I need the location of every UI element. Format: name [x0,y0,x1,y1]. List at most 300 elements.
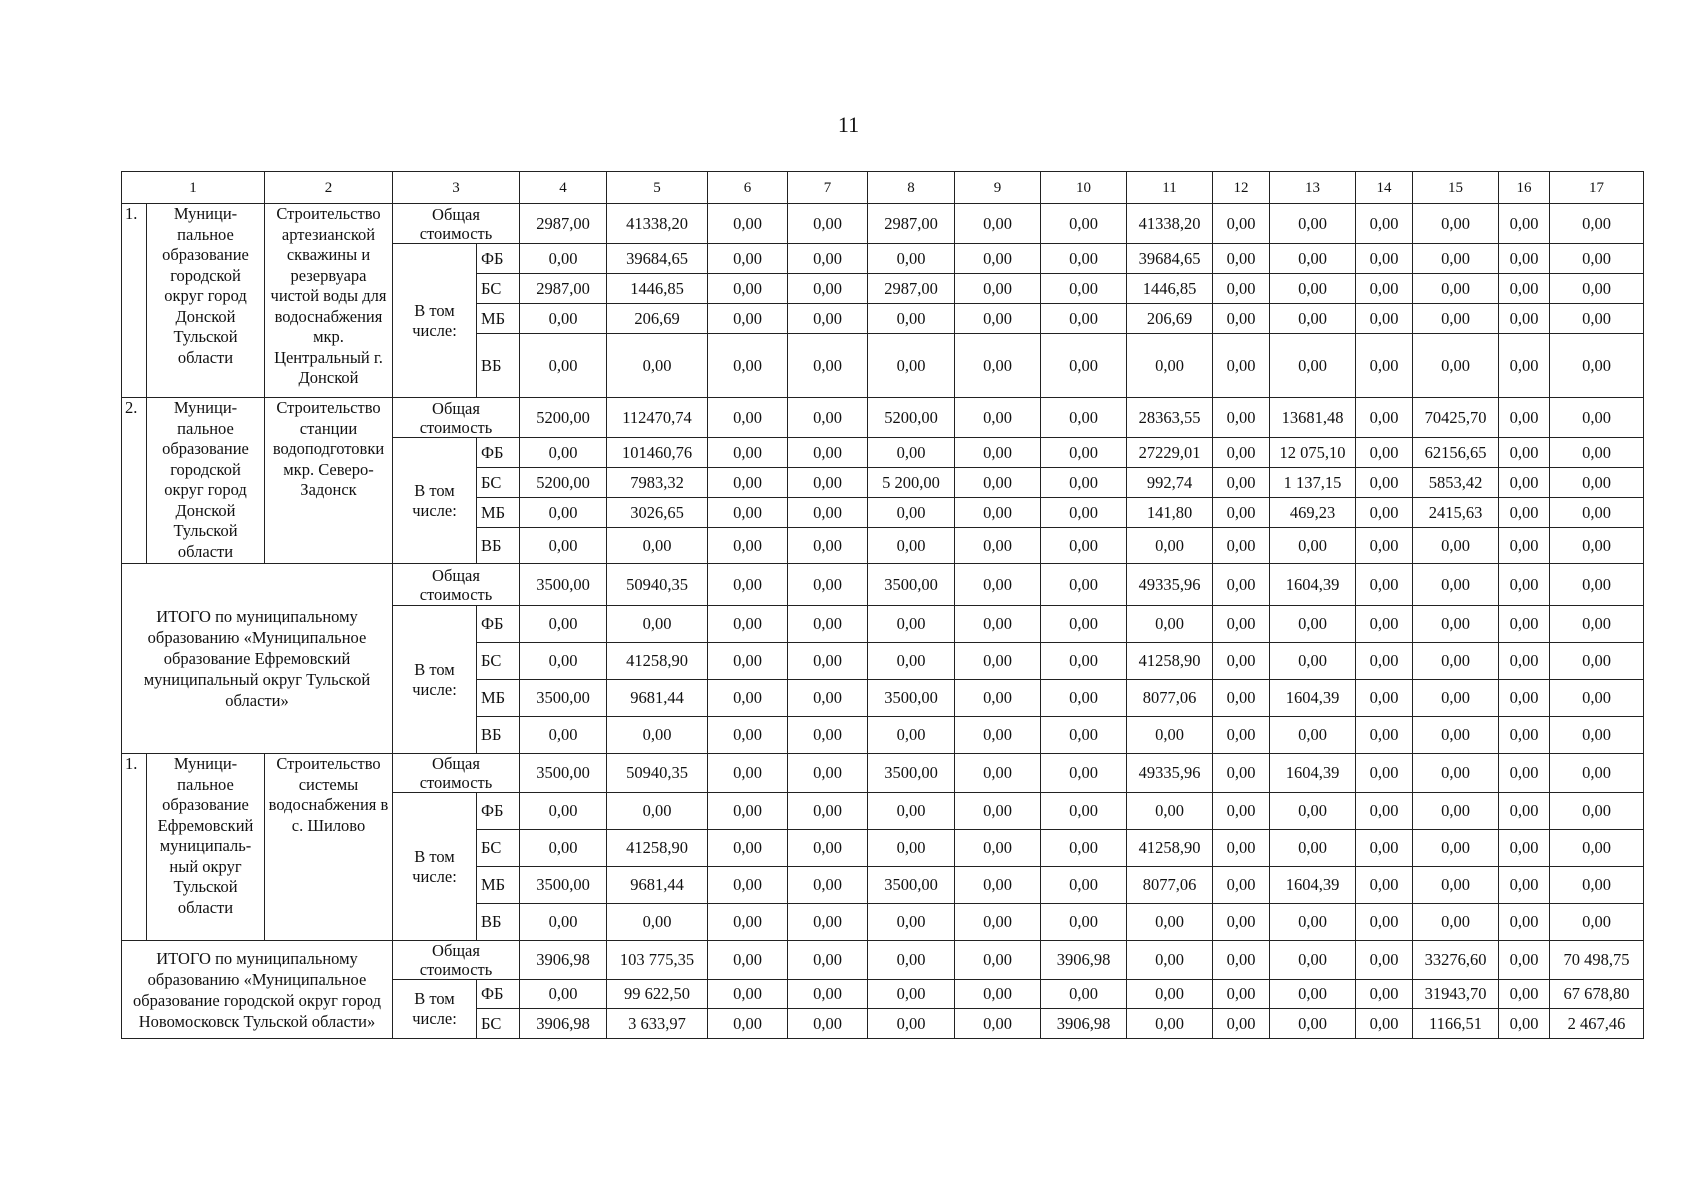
value-cell: 0,00 [520,830,607,867]
value-cell: 0,00 [1213,941,1270,980]
value-cell: 0,00 [955,904,1041,941]
value-cell: 0,00 [1550,498,1644,528]
value-cell: 0,00 [1041,754,1127,793]
value-cell: 0,00 [1270,980,1356,1009]
value-cell: 31943,70 [1413,980,1499,1009]
value-cell: 0,00 [1356,643,1413,680]
value-cell: 0,00 [955,468,1041,498]
municipality-cell: Муници-пальное образование городской округ город Донской Тульской области [147,204,265,398]
value-cell: 0,00 [708,980,788,1009]
value-cell: 0,00 [788,680,868,717]
value-cell: 0,00 [868,980,955,1009]
value-cell: 1604,39 [1270,867,1356,904]
value-cell: 0,00 [1213,244,1270,274]
funding-source-label: ФБ [477,980,520,1009]
value-cell: 0,00 [1550,204,1644,244]
value-cell: 0,00 [1413,904,1499,941]
header-cell: 10 [1041,172,1127,204]
value-cell: 0,00 [1041,980,1127,1009]
municipality-cell: Муници-пальное образование городской округ город Донской Тульской области [147,398,265,564]
value-cell: 3500,00 [868,867,955,904]
value-cell: 0,00 [1413,606,1499,643]
value-cell: 0,00 [708,643,788,680]
value-cell: 0,00 [1213,643,1270,680]
value-cell: 0,00 [1413,528,1499,564]
value-cell: 0,00 [708,334,788,398]
including-label: В том числе: [393,438,477,564]
value-cell: 0,00 [955,304,1041,334]
value-cell: 0,00 [1499,498,1550,528]
value-cell: 0,00 [1499,754,1550,793]
value-cell: 0,00 [788,334,868,398]
including-label: В том числе: [393,793,477,941]
value-cell: 0,00 [1041,528,1127,564]
funding-source-label: МБ [477,304,520,334]
value-cell: 0,00 [1213,468,1270,498]
value-cell: 0,00 [1041,498,1127,528]
value-cell: 28363,55 [1127,398,1213,438]
value-cell: 49335,96 [1127,754,1213,793]
total-cost-label: Общая стоимость [393,754,520,793]
value-cell: 0,00 [1127,334,1213,398]
value-cell: 0,00 [788,643,868,680]
value-cell: 0,00 [788,867,868,904]
including-label: В том числе: [393,980,477,1039]
value-cell: 0,00 [868,904,955,941]
value-cell: 2987,00 [868,204,955,244]
value-cell: 0,00 [955,438,1041,468]
value-cell: 0,00 [1550,606,1644,643]
value-cell: 0,00 [955,204,1041,244]
value-cell: 0,00 [1356,528,1413,564]
value-cell: 13681,48 [1270,398,1356,438]
value-cell: 0,00 [607,717,708,754]
value-cell: 0,00 [1127,793,1213,830]
value-cell: 0,00 [1213,680,1270,717]
value-cell: 33276,60 [1413,941,1499,980]
header-row [122,172,1644,204]
value-cell: 0,00 [955,754,1041,793]
value-cell: 0,00 [1041,438,1127,468]
value-cell: 0,00 [1499,304,1550,334]
value-cell: 0,00 [1499,830,1550,867]
value-cell: 0,00 [520,498,607,528]
header-cell: 12 [1213,172,1270,204]
value-cell: 1 137,15 [1270,468,1356,498]
value-cell: 0,00 [868,606,955,643]
table-body [122,172,1644,1039]
value-cell: 0,00 [708,528,788,564]
header-cell: 9 [955,172,1041,204]
row-number-cell: 1. [122,754,147,941]
value-cell: 0,00 [955,680,1041,717]
funding-source-label: ФБ [477,438,520,468]
value-cell: 41338,20 [1127,204,1213,244]
table-row [122,754,1644,793]
value-cell: 8077,06 [1127,867,1213,904]
value-cell: 0,00 [868,244,955,274]
value-cell: 0,00 [1499,244,1550,274]
value-cell: 0,00 [1213,1009,1270,1039]
value-cell: 39684,65 [607,244,708,274]
value-cell: 99 622,50 [607,980,708,1009]
value-cell: 0,00 [1270,334,1356,398]
value-cell: 0,00 [708,1009,788,1039]
value-cell: 0,00 [520,606,607,643]
header-cell: 3 [393,172,520,204]
value-cell: 0,00 [1041,274,1127,304]
value-cell: 0,00 [1041,564,1127,606]
header-cell: 2 [265,172,393,204]
value-cell: 0,00 [955,717,1041,754]
value-cell: 0,00 [708,204,788,244]
value-cell: 0,00 [1356,564,1413,606]
value-cell: 0,00 [1127,941,1213,980]
value-cell: 0,00 [1356,498,1413,528]
value-cell: 1166,51 [1413,1009,1499,1039]
value-cell: 5853,42 [1413,468,1499,498]
value-cell: 0,00 [1356,204,1413,244]
value-cell: 3500,00 [868,754,955,793]
value-cell: 39684,65 [1127,244,1213,274]
value-cell: 0,00 [1213,606,1270,643]
value-cell: 0,00 [1550,867,1644,904]
value-cell: 0,00 [1499,606,1550,643]
header-cell: 13 [1270,172,1356,204]
funding-source-label: МБ [477,867,520,904]
value-cell: 0,00 [1213,980,1270,1009]
value-cell: 2415,63 [1413,498,1499,528]
value-cell: 0,00 [788,904,868,941]
value-cell: 469,23 [1270,498,1356,528]
value-cell: 3500,00 [520,680,607,717]
value-cell: 3906,98 [520,941,607,980]
value-cell: 0,00 [520,528,607,564]
value-cell: 0,00 [708,438,788,468]
value-cell: 0,00 [520,438,607,468]
value-cell: 0,00 [1270,643,1356,680]
value-cell: 0,00 [708,304,788,334]
value-cell: 0,00 [708,498,788,528]
value-cell: 5200,00 [520,398,607,438]
page-number: 11 [837,112,860,137]
project-cell: Строительство артезианской скважины и резервуара чистой воды для водоснабжения мкр. Центральный г. Донской [265,204,393,398]
value-cell: 0,00 [1041,334,1127,398]
value-cell: 0,00 [520,717,607,754]
value-cell: 0,00 [1356,904,1413,941]
table-row [122,398,1644,438]
value-cell: 0,00 [520,793,607,830]
value-cell: 0,00 [1499,438,1550,468]
header-cell: 16 [1499,172,1550,204]
total-cost-label: Общая стоимость [393,204,520,244]
value-cell: 112470,74 [607,398,708,438]
value-cell: 0,00 [955,1009,1041,1039]
value-cell: 70425,70 [1413,398,1499,438]
value-cell: 0,00 [955,606,1041,643]
value-cell: 0,00 [708,717,788,754]
value-cell: 0,00 [788,304,868,334]
value-cell: 2987,00 [868,274,955,304]
value-cell: 0,00 [868,643,955,680]
value-cell: 0,00 [1213,830,1270,867]
value-cell: 3906,98 [1041,1009,1127,1039]
value-cell: 0,00 [1499,941,1550,980]
value-cell: 0,00 [788,1009,868,1039]
header-cell: 7 [788,172,868,204]
value-cell: 0,00 [708,867,788,904]
value-cell: 0,00 [955,398,1041,438]
value-cell: 0,00 [788,793,868,830]
value-cell: 0,00 [955,980,1041,1009]
funding-source-label: ВБ [477,334,520,398]
value-cell: 3906,98 [520,1009,607,1039]
value-cell: 0,00 [955,564,1041,606]
project-cell: Строительство системы водоснабжения в с. Шилово [265,754,393,941]
header-cell: 11 [1127,172,1213,204]
value-cell: 0,00 [607,528,708,564]
value-cell: 0,00 [1356,793,1413,830]
header-cell: 17 [1550,172,1644,204]
value-cell: 0,00 [1413,274,1499,304]
value-cell: 0,00 [1499,1009,1550,1039]
value-cell: 0,00 [1413,754,1499,793]
value-cell: 206,69 [1127,304,1213,334]
value-cell: 0,00 [1499,334,1550,398]
value-cell: 0,00 [1499,980,1550,1009]
funding-source-label: ФБ [477,606,520,643]
value-cell: 0,00 [868,528,955,564]
value-cell: 0,00 [1213,438,1270,468]
value-cell: 0,00 [955,334,1041,398]
value-cell: 0,00 [1213,528,1270,564]
total-title-cell: ИТОГО по муниципальному образованию «Муниципальное образование городской округ город Новомосковск Тульской области» [122,941,393,1039]
funding-source-label: ФБ [477,244,520,274]
total-cost-label: Общая стоимость [393,564,520,606]
value-cell: 0,00 [1499,528,1550,564]
value-cell: 0,00 [520,980,607,1009]
value-cell: 0,00 [1550,830,1644,867]
value-cell: 0,00 [1213,204,1270,244]
funding-source-label: БС [477,830,520,867]
value-cell: 0,00 [1550,680,1644,717]
value-cell: 0,00 [1270,717,1356,754]
value-cell: 0,00 [1499,680,1550,717]
value-cell: 0,00 [1550,438,1644,468]
value-cell: 1604,39 [1270,680,1356,717]
funding-source-label: МБ [477,680,520,717]
value-cell: 0,00 [708,468,788,498]
header-cell: 5 [607,172,708,204]
value-cell: 5200,00 [520,468,607,498]
value-cell: 0,00 [955,643,1041,680]
value-cell: 0,00 [1270,793,1356,830]
value-cell: 0,00 [1550,793,1644,830]
value-cell: 0,00 [1356,274,1413,304]
value-cell: 0,00 [1356,717,1413,754]
value-cell: 0,00 [708,754,788,793]
value-cell: 0,00 [1127,904,1213,941]
value-cell: 0,00 [1041,904,1127,941]
value-cell: 0,00 [788,498,868,528]
value-cell: 0,00 [1127,606,1213,643]
value-cell: 2987,00 [520,274,607,304]
value-cell: 0,00 [1550,468,1644,498]
value-cell: 0,00 [788,244,868,274]
value-cell: 0,00 [788,398,868,438]
value-cell: 0,00 [1270,304,1356,334]
value-cell: 7983,32 [607,468,708,498]
total-title-cell: ИТОГО по муниципальному образованию «Муниципальное образование Ефремовский муниципальный округ Тульской области» [122,564,393,754]
value-cell: 3906,98 [1041,941,1127,980]
value-cell: 0,00 [1356,1009,1413,1039]
value-cell: 8077,06 [1127,680,1213,717]
value-cell: 0,00 [708,830,788,867]
row-number-cell: 1. [122,204,147,398]
value-cell: 0,00 [708,564,788,606]
value-cell: 0,00 [1041,717,1127,754]
value-cell: 1604,39 [1270,564,1356,606]
value-cell: 0,00 [955,941,1041,980]
value-cell: 0,00 [1213,754,1270,793]
value-cell: 206,69 [607,304,708,334]
value-cell: 0,00 [1270,904,1356,941]
value-cell: 0,00 [788,980,868,1009]
row-number-cell: 2. [122,398,147,564]
value-cell: 0,00 [1550,528,1644,564]
total-cost-label: Общая стоимость [393,941,520,980]
value-cell: 0,00 [868,941,955,980]
value-cell: 0,00 [1127,717,1213,754]
value-cell: 0,00 [1270,1009,1356,1039]
value-cell: 3500,00 [868,680,955,717]
value-cell: 0,00 [868,830,955,867]
funding-source-label: ФБ [477,793,520,830]
value-cell: 3500,00 [868,564,955,606]
value-cell: 0,00 [868,717,955,754]
value-cell: 9681,44 [607,867,708,904]
total-cost-label: Общая стоимость [393,398,520,438]
value-cell: 0,00 [1413,680,1499,717]
value-cell: 0,00 [1213,498,1270,528]
table-row [122,941,1644,980]
value-cell: 0,00 [788,754,868,793]
value-cell: 0,00 [1550,244,1644,274]
value-cell: 0,00 [1270,606,1356,643]
value-cell: 0,00 [1041,304,1127,334]
value-cell: 3500,00 [520,564,607,606]
value-cell: 41258,90 [1127,830,1213,867]
value-cell: 0,00 [1413,717,1499,754]
value-cell: 0,00 [1213,398,1270,438]
value-cell: 0,00 [1270,204,1356,244]
value-cell: 0,00 [520,643,607,680]
value-cell: 0,00 [1499,468,1550,498]
value-cell: 0,00 [1041,867,1127,904]
value-cell: 0,00 [520,904,607,941]
value-cell: 0,00 [1356,334,1413,398]
value-cell: 0,00 [1270,941,1356,980]
value-cell: 0,00 [1213,334,1270,398]
value-cell: 0,00 [1356,941,1413,980]
value-cell: 0,00 [1413,564,1499,606]
value-cell: 0,00 [1413,793,1499,830]
value-cell: 5200,00 [868,398,955,438]
value-cell: 1446,85 [607,274,708,304]
value-cell: 49335,96 [1127,564,1213,606]
value-cell: 0,00 [1413,304,1499,334]
value-cell: 0,00 [607,904,708,941]
header-cell: 14 [1356,172,1413,204]
value-cell: 0,00 [955,830,1041,867]
value-cell: 0,00 [1127,528,1213,564]
value-cell: 0,00 [1270,528,1356,564]
value-cell: 0,00 [955,274,1041,304]
value-cell: 1604,39 [1270,754,1356,793]
value-cell: 0,00 [607,334,708,398]
value-cell: 0,00 [1356,244,1413,274]
value-cell: 0,00 [1041,793,1127,830]
value-cell: 0,00 [1356,980,1413,1009]
value-cell: 0,00 [1413,204,1499,244]
funding-source-label: БС [477,643,520,680]
value-cell: 0,00 [868,1009,955,1039]
value-cell: 0,00 [708,941,788,980]
value-cell: 0,00 [1499,274,1550,304]
value-cell: 41258,90 [1127,643,1213,680]
value-cell: 0,00 [1550,304,1644,334]
value-cell: 0,00 [1127,980,1213,1009]
value-cell: 0,00 [1041,606,1127,643]
value-cell: 0,00 [955,528,1041,564]
value-cell: 0,00 [1356,438,1413,468]
value-cell: 0,00 [955,793,1041,830]
value-cell: 41258,90 [607,643,708,680]
value-cell: 0,00 [788,941,868,980]
value-cell: 0,00 [1213,904,1270,941]
value-cell: 0,00 [868,334,955,398]
value-cell: 0,00 [1270,274,1356,304]
value-cell: 0,00 [1413,830,1499,867]
value-cell: 0,00 [868,793,955,830]
value-cell: 0,00 [520,334,607,398]
header-cell: 15 [1413,172,1499,204]
value-cell: 0,00 [607,793,708,830]
value-cell: 62156,65 [1413,438,1499,468]
value-cell: 0,00 [1413,643,1499,680]
value-cell: 0,00 [708,274,788,304]
budget-table [121,171,1644,1039]
value-cell: 3500,00 [520,754,607,793]
value-cell: 0,00 [1213,304,1270,334]
value-cell: 0,00 [1270,830,1356,867]
value-cell: 992,74 [1127,468,1213,498]
table-row [122,204,1644,244]
value-cell: 0,00 [788,204,868,244]
value-cell: 0,00 [788,274,868,304]
header-cell: 6 [708,172,788,204]
value-cell: 0,00 [1041,680,1127,717]
value-cell: 3026,65 [607,498,708,528]
value-cell: 41338,20 [607,204,708,244]
value-cell: 0,00 [1413,244,1499,274]
value-cell: 0,00 [955,867,1041,904]
value-cell: 0,00 [1413,867,1499,904]
funding-source-label: МБ [477,498,520,528]
value-cell: 0,00 [1127,1009,1213,1039]
value-cell: 27229,01 [1127,438,1213,468]
value-cell: 50940,35 [607,754,708,793]
